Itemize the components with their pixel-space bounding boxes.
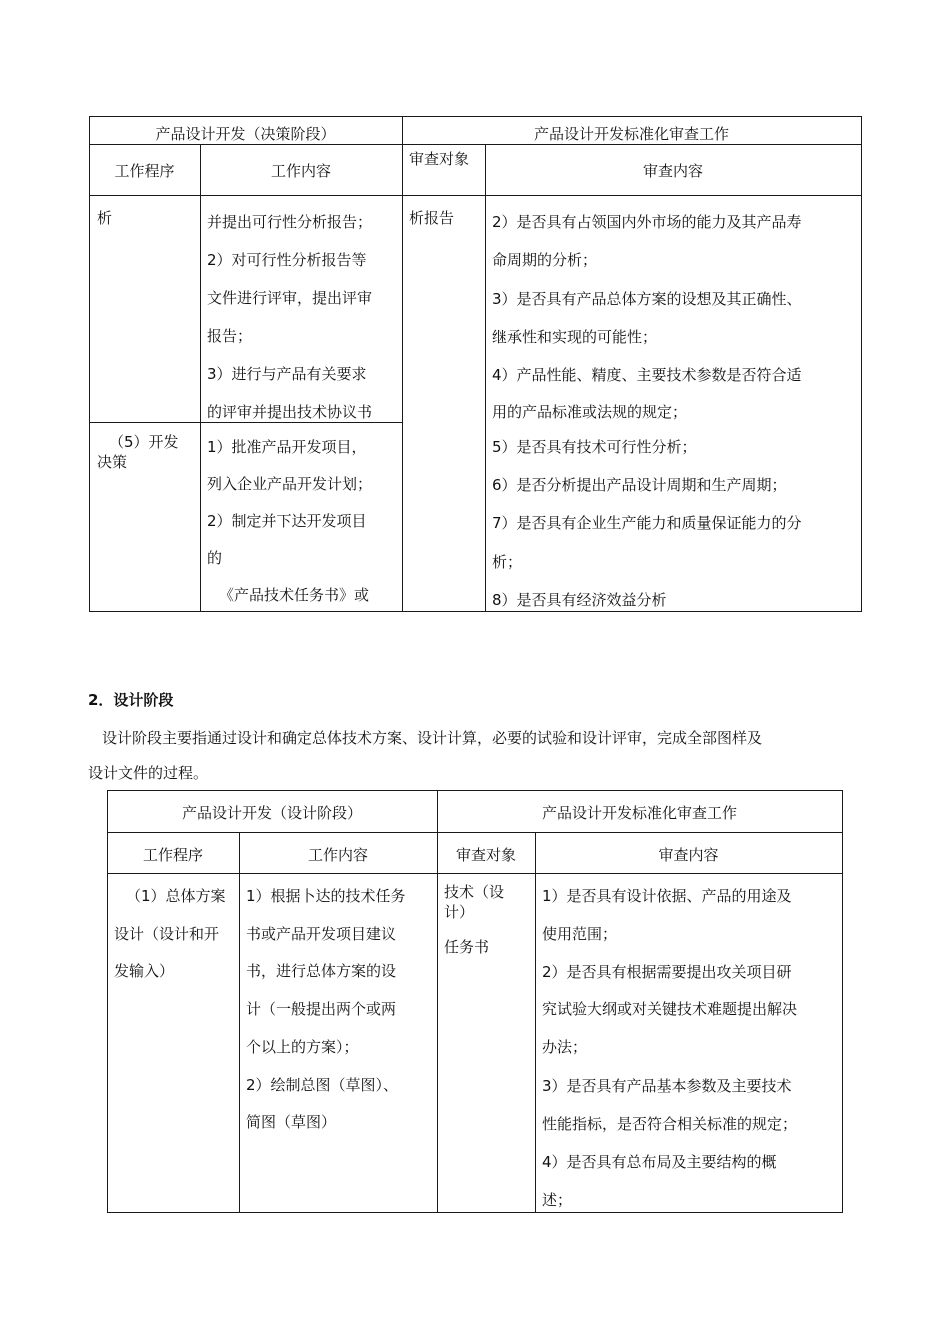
- table2-col-content: 工作内容: [307, 846, 368, 864]
- table2-review-line: 使用范围；: [542, 925, 618, 943]
- table2-border-right: [842, 790, 843, 1213]
- table1-review-object: 析报告: [409, 209, 455, 227]
- table2-review-line: 究试验大纲或对关键技术难题提出解决: [542, 1000, 798, 1018]
- table1-col-content: 工作内容: [270, 162, 331, 180]
- table1-border-right: [861, 116, 862, 612]
- table2-review-line: 述；: [542, 1191, 573, 1209]
- table2-object-line: 计）: [444, 903, 475, 921]
- table1-review-line: 2）是否具有占领国内外市场的能力及其产品寿: [492, 213, 802, 231]
- table2-content-line: 书或产品开发项目建议: [246, 925, 397, 943]
- table1-row1-content-line: 并提出可行性分析报告；: [207, 213, 373, 231]
- table2-content-line: 计（一般提出两个或两: [246, 1000, 397, 1018]
- table2-review-line: 办法；: [542, 1038, 588, 1056]
- table2-divider-col3: [535, 832, 536, 1213]
- table1-row1-procedure: 析: [97, 209, 113, 227]
- table1-row2-content-line: 2）制定并下达开发项目: [207, 512, 367, 530]
- table1-review-line: 用的产品标准或法规的规定；: [492, 403, 688, 421]
- table1-row1-content-line: 2）对可行性分析报告等: [207, 251, 367, 269]
- table2-content-line: 1）根据卜达的技术任务: [246, 887, 406, 905]
- table1-review-line: 8）是否具有经济效益分析: [492, 591, 667, 609]
- table2-divider-header: [107, 832, 843, 833]
- table1-row2-content-line: 1）批准产品开发项目，: [207, 438, 367, 456]
- table2-procedure-line: （1）总体方案: [126, 887, 226, 905]
- table2-col-review: 审查内容: [658, 846, 719, 864]
- table2-review-line: 4）是否具有总布局及主要结构的概: [542, 1153, 777, 1171]
- table1-row1-content-line: 3）进行与产品有关要求: [207, 365, 367, 383]
- table1-row2-content-line: 列入企业产品开发计划；: [207, 475, 373, 493]
- table1-review-line: 析；: [492, 553, 523, 571]
- table1-divider-col3: [485, 144, 486, 612]
- table2-object-line: 技术（设: [444, 883, 505, 901]
- table2-header-right: 产品设计开发标准化审查工作: [541, 804, 737, 822]
- table2-review-line: 性能指标，是否符合相关标准的规定；: [542, 1115, 798, 1133]
- table2-col-procedure: 工作程序: [142, 846, 203, 864]
- table1-review-line: 3）是否具有产品总体方案的设想及其正确性、: [492, 290, 802, 308]
- table2-col-object: 审查对象: [455, 846, 516, 864]
- table1-row2-content-line: 《产品技术任务书》或: [219, 586, 370, 604]
- table2-review-line: 1）是否具有设计依据、产品的用途及: [542, 887, 792, 905]
- table2-divider-columns: [107, 873, 843, 874]
- table1-header-left: 产品设计开发（决策阶段）: [155, 125, 336, 143]
- table1-review-line: 命周期的分析；: [492, 251, 598, 269]
- section-heading: 2．设计阶段: [88, 691, 174, 709]
- table1-row2-content-line: 的: [207, 549, 223, 567]
- table2-content-line: 2）绘制总图（草图）、: [246, 1076, 399, 1094]
- table1-review-line: 6）是否分析提出产品设计周期和生产周期；: [492, 476, 787, 494]
- table1-divider-columns: [89, 195, 862, 196]
- table1-row2-procedure-line: （5）开发: [109, 433, 179, 451]
- section-paragraph-line: 设计文件的过程。: [88, 764, 209, 782]
- table2-content-line: 简图（草图）: [246, 1113, 337, 1131]
- table2-content-line: 个以上的方案）；: [246, 1038, 359, 1056]
- table2-procedure-line: 设计（设计和开: [114, 925, 220, 943]
- table1-divider-row: [89, 422, 402, 423]
- table2-review-line: 3）是否具有产品基本参数及主要技术: [542, 1077, 792, 1095]
- table1-border-top: [89, 116, 862, 117]
- table1-review-line: 7）是否具有企业生产能力和质量保证能力的分: [492, 514, 802, 532]
- table1-divider-col1: [200, 144, 201, 612]
- table1-review-line: 4）产品性能、精度、主要技术参数是否符合适: [492, 366, 802, 384]
- table1-review-line: 5）是否具有技术可行性分析；: [492, 438, 697, 456]
- table1-row2-procedure-line: 决策: [97, 453, 128, 471]
- table1-col-object: 审查对象: [409, 150, 470, 168]
- section-paragraph-line: 设计阶段主要指通过设计和确定总体技术方案、设计计算，必要的试验和设计评审，完成全部图样及: [102, 729, 763, 747]
- table2-divider-col1: [239, 832, 240, 1213]
- table2-border-bottom: [107, 1212, 843, 1213]
- table1-row1-content-line: 文件进行评审，提出评审: [207, 289, 373, 307]
- table1-border-bottom: [89, 611, 862, 612]
- table1-divider-header: [89, 144, 862, 145]
- table2-object-line: 任务书: [444, 938, 490, 956]
- table1-header-right: 产品设计开发标准化审查工作: [533, 125, 729, 143]
- table1-review-line: 继承性和实现的可能性；: [492, 328, 658, 346]
- table2-border-top: [107, 790, 843, 791]
- table1-row1-content-line: 的评审并提出技术协议书: [207, 403, 373, 421]
- table1-border-left: [89, 116, 90, 612]
- table1-col-review: 审查内容: [642, 162, 703, 180]
- table2-content-line: 书，进行总体方案的设: [246, 962, 397, 980]
- table2-header-left: 产品设计开发（设计阶段）: [181, 804, 362, 822]
- table2-review-line: 2）是否具有根据需要提出攻关项目研: [542, 963, 792, 981]
- table1-col-procedure: 工作程序: [114, 162, 175, 180]
- table1-row1-content-line: 报告；: [207, 327, 253, 345]
- table2-procedure-line: 发输入）: [114, 962, 175, 980]
- table1-divider-col2: [402, 116, 403, 612]
